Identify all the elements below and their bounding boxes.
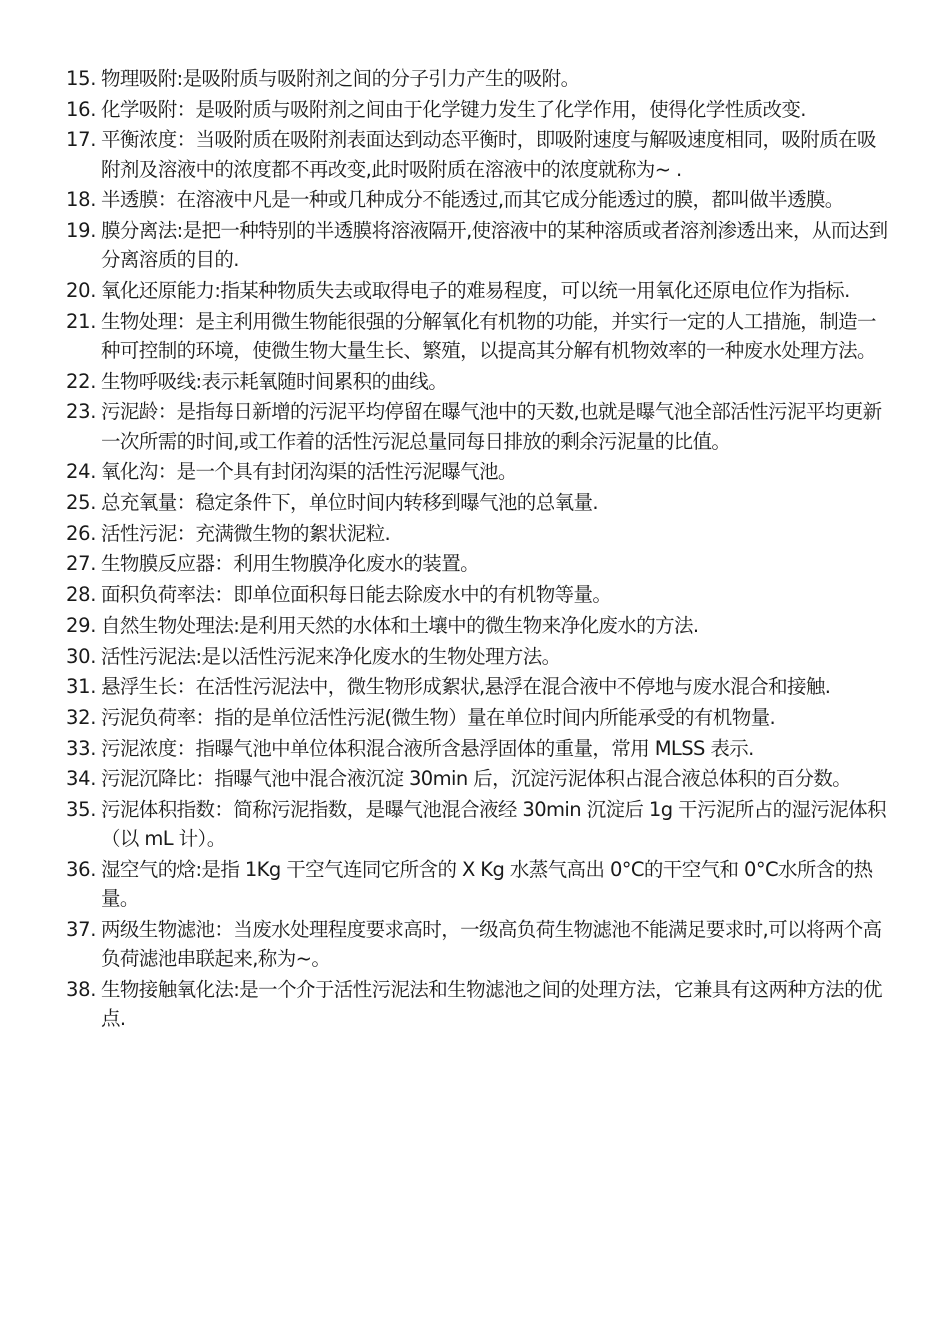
item-text: 氧化沟：是一个具有封闭沟渠的活性污泥曝气池。: [101, 460, 517, 484]
item-number: 35.: [66, 797, 97, 821]
item-text: 悬浮生长：在活性污泥法中，微生物形成絮状,悬浮在混合液中不停地与废水混合和接触.: [101, 675, 831, 699]
item-text: 污泥沉降比：指曝气池中混合液沉淀 30min 后，沉淀污泥体积占混合液总体积的百分数。: [101, 767, 852, 791]
item-number: 27.: [66, 552, 97, 576]
item-text: 物理吸附:是吸附质与吸附剂之间的分子引力产生的吸附。: [101, 67, 580, 90]
item-number: 17.: [66, 128, 97, 152]
list-item: [66, 488, 888, 517]
item-text: 污泥龄：是指每日新增的污泥平均停留在曝气池中的天数,也就是曝气池全部活性污泥平均更新一次所需的时间,或工作着的活性污泥总量同每日排放的剩余污泥量的比值。: [101, 400, 882, 453]
item-number: 30.: [66, 644, 97, 668]
item-number: 38.: [66, 977, 97, 1001]
list-item: [66, 855, 888, 914]
list-item: [66, 549, 888, 578]
item-text: 平衡浓度：当吸附质在吸附剂表面达到动态平衡时，即吸附速度与解吸速度相同，吸附质在吸附剂及溶液中的浓度都不再改变,此时吸附质在溶液中的浓度就称为~ .: [101, 128, 876, 181]
item-text: 污泥体积指数：简称污泥指数，是曝气池混合液经 30min 沉淀后 1g 干污泥所占的湿污泥体积（以 mL 计）。: [101, 797, 886, 851]
item-text: 两级生物滤池：当废水处理程度要求高时，一级高负荷生物滤池不能满足要求时,可以将两个高负荷滤池串联起来,称为~。: [101, 917, 882, 971]
list-item: [66, 307, 888, 366]
item-text: 生物处理：是主利用微生物能很强的分解氧化有机物的功能，并实行一定的人工措施，制造一种可控制的环境，使微生物大量生长、繁殖，以提高其分解有机物效率的一种废水处理方法。: [101, 309, 876, 363]
item-number: 20.: [66, 279, 97, 303]
item-text: 氧化还原能力:指某种物质失去或取得电子的难易程度，可以统一用氧化还原电位作为指标.: [101, 279, 850, 303]
list-item: [66, 642, 888, 671]
item-number: 24.: [66, 460, 97, 484]
item-text: 活性污泥法:是以活性污泥来净化废水的生物处理方法。: [101, 644, 561, 668]
item-text: 总充氧量：稳定条件下，单位时间内转移到曝气池的总氧量.: [101, 491, 598, 515]
item-number: 22.: [66, 369, 97, 393]
item-number: 28.: [66, 583, 97, 607]
list-item: [66, 519, 888, 548]
item-number: 19.: [66, 219, 97, 243]
item-number: 16.: [66, 97, 97, 121]
list-item: [66, 795, 888, 854]
definition-list: [66, 64, 888, 1035]
item-number: 25.: [66, 491, 97, 515]
list-item: [66, 915, 888, 974]
item-number: 26.: [66, 521, 97, 545]
list-item: [66, 397, 888, 456]
item-number: 33.: [66, 736, 97, 760]
item-number: 29.: [66, 613, 97, 637]
item-number: 21.: [66, 309, 97, 333]
item-text: 半透膜：在溶液中凡是一种或几种成分不能透过,而其它成分能透过的膜，都叫做半透膜。: [101, 188, 844, 212]
list-item: [66, 367, 888, 396]
item-text: 生物呼吸线:表示耗氧随时间累积的曲线。: [101, 369, 448, 393]
list-item: [66, 185, 888, 214]
item-number: 23.: [66, 400, 97, 424]
list-item: [66, 611, 888, 640]
list-item: [66, 95, 888, 124]
item-text: 自然生物处理法:是利用天然的水体和土壤中的微生物来净化废水的方法.: [101, 613, 699, 637]
item-text: 活性污泥：充满微生物的絮状泥粒.: [101, 521, 391, 545]
list-item: [66, 764, 888, 793]
item-number: 34.: [66, 767, 97, 791]
list-item: [66, 276, 888, 305]
item-number: 37.: [66, 917, 97, 941]
item-number: 18.: [66, 188, 97, 212]
item-text: 膜分离法:是把一种特别的半透膜将溶液隔开,使溶液中的某种溶质或者溶剂渗透出来，从而达到分离溶质的目的.: [101, 219, 888, 272]
item-text: 污泥负荷率：指的是单位活性污泥(微生物）量在单位时间内所能承受的有机物量.: [101, 705, 776, 729]
item-text: 生物膜反应器：利用生物膜净化废水的装置。: [101, 552, 480, 576]
list-item: [66, 703, 888, 732]
item-number: 31.: [66, 675, 97, 699]
list-item: [66, 975, 888, 1034]
list-item: [66, 64, 888, 93]
item-number: 32.: [66, 705, 97, 729]
item-number: 36.: [66, 857, 97, 881]
item-text: 生物接触氧化法:是一个介于活性污泥法和生物滤池之间的处理方法，它兼具有这两种方法的优点.: [101, 977, 882, 1031]
list-item: [66, 580, 888, 609]
list-item: [66, 672, 888, 701]
item-text: 污泥浓度：指曝气池中单位体积混合液所含悬浮固体的重量，常用 MLSS 表示.: [101, 736, 754, 760]
list-item: [66, 734, 888, 763]
list-item: [66, 125, 888, 184]
item-number: 15.: [66, 67, 97, 90]
item-text: 化学吸附：是吸附质与吸附剂之间由于化学键力发生了化学作用，使得化学性质改变.: [101, 97, 806, 121]
item-text: 湿空气的焓:是指 1Kg 干空气连同它所含的 X Kg 水蒸气高出 0°C的干空气和 0°C水所含的热量。: [101, 857, 873, 911]
list-item: [66, 216, 888, 275]
item-text: 面积负荷率法：即单位面积每日能去除废水中的有机物等量。: [101, 583, 612, 607]
list-item: [66, 457, 888, 486]
